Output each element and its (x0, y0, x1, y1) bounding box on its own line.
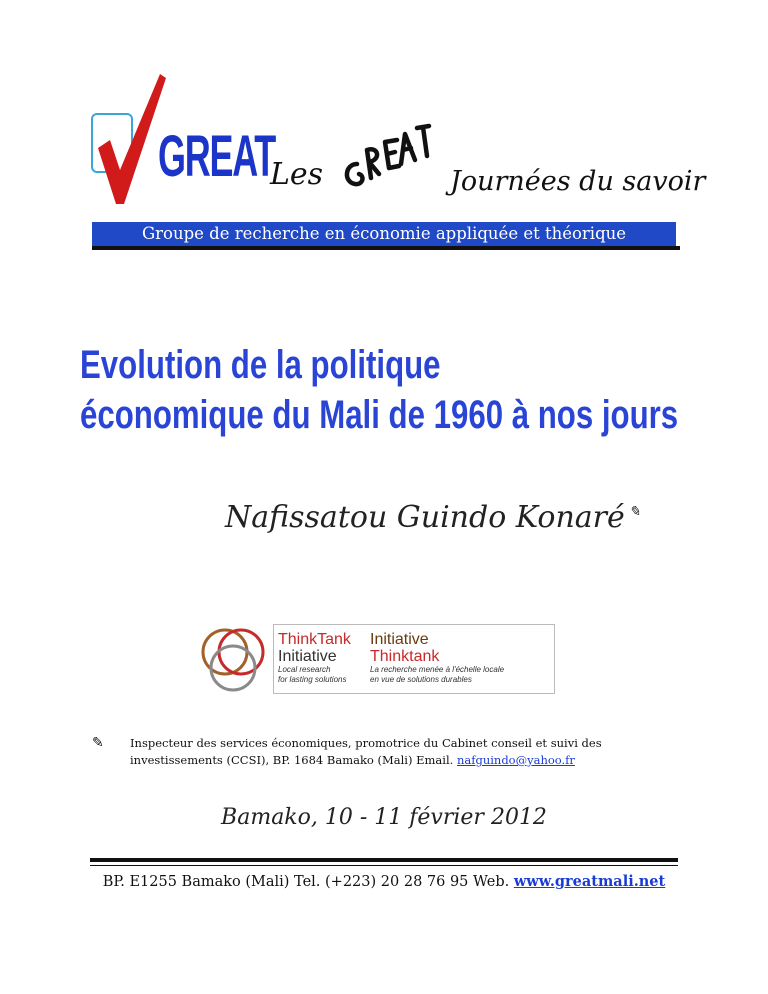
great-handwritten-logo-icon (335, 120, 435, 200)
thinktank-circles-icon (195, 622, 275, 694)
great-logo-text: GREAT (158, 124, 275, 189)
footnote-line-2 (92, 752, 680, 769)
website-link[interactable]: www.greatmali.net (513, 873, 666, 890)
thinktank-english (278, 631, 351, 685)
thinktank-initiative-logo (195, 622, 555, 694)
footer-rule-thin (90, 865, 678, 866)
tt-en-title-b: Initiative (278, 648, 337, 665)
tt-fr-title-a: Initiative (370, 631, 429, 648)
footer-rule-thick (90, 858, 678, 862)
footer-contact (90, 873, 678, 890)
journees-du-savoir-text: Journées du savoir (450, 166, 706, 197)
place-date: Bamako, 10 - 11 février 2012 (221, 805, 547, 830)
footer-contact-text: BP. E1255 Bamako (Mali) Tel. (+223) 20 28 76 95 Web. (102, 874, 514, 890)
author-footnote-mark: ✎ (628, 504, 641, 520)
title-line-2: économique du Mali de 1960 à nos jours (80, 393, 679, 437)
thinktank-text-box (273, 624, 555, 694)
organization-band: Groupe de recherche en économie appliquée et théorique (92, 222, 676, 246)
author-footnote (92, 735, 680, 769)
footnote-line-1: Inspecteur des services économiques, promotrice du Cabinet conseil et suivi des (130, 736, 602, 750)
title-line-1: Evolution de la politique (80, 343, 441, 387)
tt-en-tag-b: for lasting solutions (278, 675, 347, 684)
thinktank-french (370, 631, 504, 685)
tt-fr-title-b: Thinktank (370, 648, 440, 665)
band-underline (92, 246, 680, 250)
tt-en-tag-a: Local research (278, 665, 331, 674)
author-name (225, 500, 641, 535)
author-name-text: Nafissatou Guindo Konaré (225, 500, 625, 535)
author-email-link[interactable]: nafguindo@yahoo.fr (456, 753, 575, 767)
footnote-pen-icon: ✎ (92, 735, 104, 751)
document-title (80, 340, 679, 440)
les-logo-text: Les (270, 157, 324, 192)
tt-fr-tag-a: La recherche menée à l'échelle locale (370, 665, 505, 674)
tt-fr-tag-b: en vue de solutions durables (370, 675, 472, 684)
footnote-line-2-text: investissements (CCSI), BP. 1684 Bamako (Mali) Email. (130, 753, 457, 767)
tt-en-title-a: ThinkTank (278, 631, 351, 648)
